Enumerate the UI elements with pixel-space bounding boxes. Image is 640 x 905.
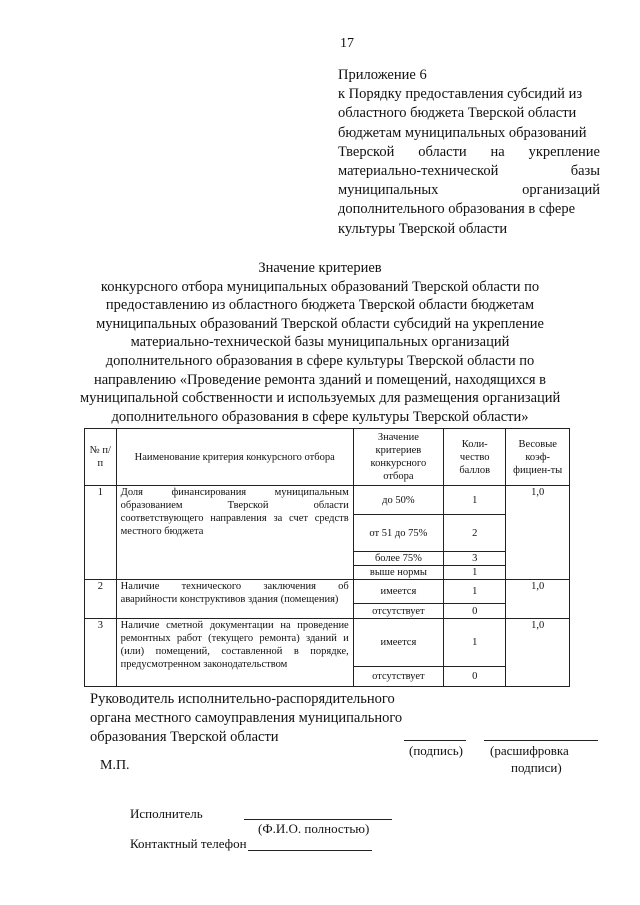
title-line: муниципальной собственности и используемых для размещения организаций (80, 390, 561, 407)
row-num: 3 (85, 619, 117, 687)
criterion-points: 1 (444, 580, 506, 604)
word: базы (570, 163, 600, 180)
criterion-value: отсутствует (353, 604, 443, 619)
page-number: 17 (340, 36, 354, 51)
criterion-name: Наличие сметной документации на проведение ремонтных работ (текущего ремонта) зданий и (или) помещений, составленной в порядке, предусмотренном законодательством (116, 619, 353, 687)
criterion-value: выше нормы (353, 566, 443, 580)
criterion-name: Доля финансирования муниципальным образованием Тверской области соответствующего направления за счет средств местного бюджета (116, 486, 353, 580)
header-points: Коли-чество баллов (444, 429, 506, 486)
criterion-points: 1 (444, 619, 506, 667)
word: укрепление (528, 143, 600, 160)
criterion-value: более 75% (353, 552, 443, 566)
table-header-row (85, 429, 570, 486)
document-title (80, 259, 560, 426)
appendix-line: областного бюджета Тверской области (338, 105, 577, 122)
signature-head-line: образования Тверской области (90, 729, 279, 745)
word: на (490, 143, 505, 160)
criterion-weight: 1,0 (506, 580, 570, 619)
title-line: материально-технической базы муниципальных организаций (130, 334, 510, 351)
appendix-line-justified (338, 143, 600, 162)
header-name: Наименование критерия конкурсного отбора (116, 429, 353, 486)
criterion-value: отсутствует (353, 667, 443, 687)
decode-caption: (расшифровка (490, 743, 569, 758)
header-num: № п/п (85, 429, 117, 486)
word: Тверской (338, 143, 395, 160)
appendix-line: бюджетам муниципальных образований (338, 124, 587, 141)
decode-caption: подписи) (511, 760, 562, 775)
criterion-weight: 1,0 (506, 486, 570, 580)
executor-line (244, 819, 392, 820)
appendix-line-justified (338, 181, 600, 200)
word: муниципальных (338, 182, 439, 199)
header-value: Значение критериев конкурсного отбора (353, 429, 443, 486)
criterion-value: до 50% (353, 486, 443, 515)
table-row (85, 619, 570, 667)
word: организаций (522, 182, 600, 199)
criterion-points: 0 (444, 667, 506, 687)
table-row (85, 486, 570, 515)
head-signature-block (90, 690, 402, 747)
title-line: направлению «Проведение ремонта зданий и помещений, находящихся в (94, 371, 546, 388)
phone-line (248, 850, 372, 851)
appendix-line: к Порядку предоставления субсидий из (338, 86, 583, 103)
criterion-points: 1 (444, 566, 506, 580)
word: материально-технической (338, 163, 499, 180)
title-line: муниципальных образований Тверской области субсидий на укрепление (96, 315, 544, 332)
appendix-line: дополнительного образования в сфере (338, 201, 576, 218)
signature-head-line: органа местного самоуправления муниципального (90, 710, 403, 726)
criteria-table (84, 428, 570, 687)
title-line: предоставлению из областного бюджета Тверской области бюджетам (105, 297, 535, 314)
appendix-line: культуры Тверской области (338, 220, 508, 237)
title-line: дополнительного образования в сфере культуры Тверской области по (105, 352, 535, 369)
header-weight: Весовые коэф-фициен-ты (506, 429, 570, 486)
criterion-value: имеется (353, 580, 443, 604)
criterion-weight: 1,0 (506, 619, 570, 687)
word: области (418, 143, 467, 160)
table-row (85, 580, 570, 604)
signature-head-line: Руководитель исполнительно-распорядительного (90, 691, 395, 707)
criterion-points: 3 (444, 552, 506, 566)
criterion-name: Наличие технического заключения об аварийности конструктивов здания (помещения) (116, 580, 353, 619)
title-line: дополнительного образования в сфере культуры Тверской области» (111, 408, 529, 425)
decode-line (484, 740, 598, 741)
fio-caption: (Ф.И.О. полностью) (258, 821, 370, 836)
row-num: 1 (85, 486, 117, 580)
criterion-points: 0 (444, 604, 506, 619)
criterion-value: имеется (353, 619, 443, 667)
appendix-heading: Приложение 6 (338, 67, 427, 83)
sign-caption: (подпись) (409, 743, 463, 758)
appendix-block (338, 66, 600, 239)
criterion-value: от 51 до 75% (353, 515, 443, 552)
appendix-line-justified (338, 162, 600, 181)
title-line: конкурсного отбора муниципальных образований Тверской области по (100, 278, 540, 295)
criterion-points: 2 (444, 515, 506, 552)
signature-line (404, 740, 466, 741)
title-line: Значение критериев (258, 260, 382, 276)
phone-label: Контактный телефон (130, 836, 247, 851)
criterion-points: 1 (444, 486, 506, 515)
executor-label: Исполнитель (130, 806, 203, 821)
row-num: 2 (85, 580, 117, 619)
stamp-label: М.П. (100, 758, 130, 773)
